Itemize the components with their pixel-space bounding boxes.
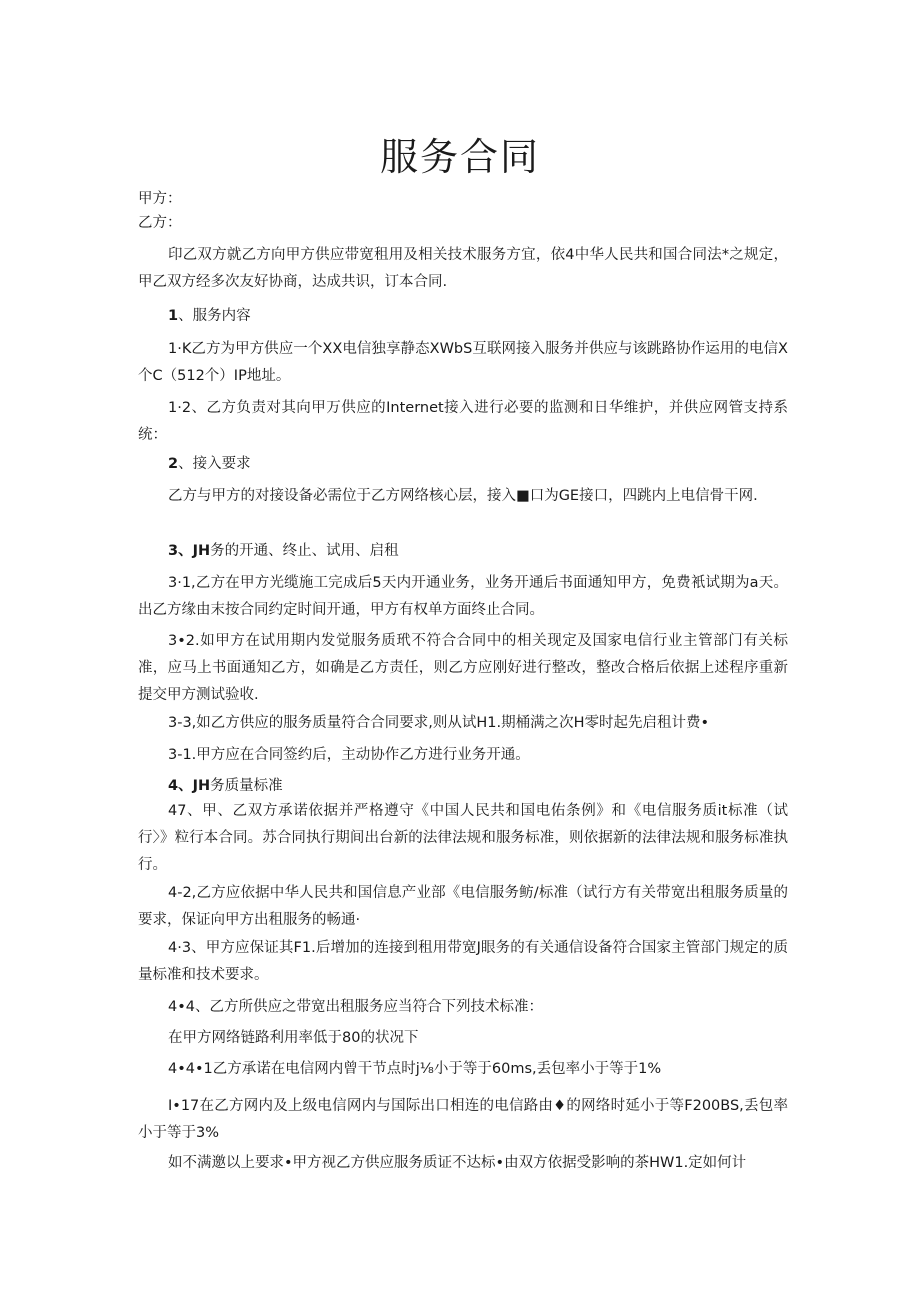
clause-4-1: 47、甲、乙双方承诺依据并严格遵守《中国人民共和国电佑条例》和《电信服务质it标准（试行〉》粒行本合同。苏合同执行期间出台新的法律法规和服务标准，则依据新的法律法规和服务标准执行。 (138, 803, 788, 873)
clause-4-4: 4•4、乙方所供应之带宽出租服务应当符合下列技术标准： (168, 999, 544, 1015)
section-3-title-prefix: 、JH (178, 543, 211, 559)
clause-1-1: 1·K乙方为甲方供应一个XX电信独享静态XWbS互联网接入服务并供应与该跳路协作运用的电信X个C（512个）IP地址。 (138, 341, 788, 384)
clause-1-2: 1·2、乙方负责对其向甲万供应的Internet接入进行必要的监测和日华维护，并供应网管支持系统： (138, 400, 788, 443)
party-b-label: 乙方： (138, 215, 182, 231)
section-4-title: 务质量标准 (210, 778, 283, 794)
clause-3-2: 3•2.如甲方在试用期内发觉服务质玳不符合合同中的相关现定及国家电信行业主管部门有关标准，应马上书面通知乙方，如确是乙方责任，则乙方应刚好进行整改，整改合格后依据上述程序重新提交甲方测试验收. (138, 633, 788, 703)
clause-4-4-2: I•17在乙方网内及上级电信网内与国际出口相连的电信路由♦的网络时延小于等F200BS,丢包率小于等于3% (138, 1098, 788, 1141)
clause-3-3: 3-3,如乙方供应的服务质量符合合同要求,则从试H1.期桶满之次H零时起先启租计费• (168, 715, 710, 731)
section-3-heading (168, 540, 399, 563)
document-title: 服务合同 (379, 135, 540, 179)
clause-3-4: 3-1.甲方应在合同签约后，主动协作乙方进行业务开通。 (168, 747, 530, 763)
section-4-number: 4 (168, 778, 179, 794)
section-1-number: 1 (168, 308, 179, 324)
section-1-heading (168, 305, 251, 328)
clause-4-5: 如不满邀以上要求•甲方视乙方供应服务质证不达标•由双方依据受影响的茶HW1.定如何计 (168, 1155, 747, 1171)
section-2-title: 、接入要求 (178, 456, 251, 472)
clause-2: 乙方与甲方的对接设备必需位于乙方网络核心层，接入■口为GE接口，四跳内上电信骨干网. (168, 488, 758, 504)
section-1-title: 、服务内容 (178, 308, 251, 324)
section-3-title: 务的开通、终止、试用、启租 (210, 543, 399, 559)
intro-paragraph: 印乙双方就乙方向甲方供应带宽租用及相关技术服务方宜，依4中华人民共和国合同法*之规定，甲乙双方经多次友好协商，达成共识，订本合同. (138, 247, 788, 290)
clause-4-2: 4-2,乙方应依据中华人民共和国信息产业部《电信服务鲂/标准（试行方有关带宽出租服务质量的要求，保证向甲方出租服务的畅通· (138, 885, 788, 928)
party-a-label: 甲方： (138, 191, 182, 207)
clause-4-3: 4·3、甲方应保证其F1.后增加的连接到租用带宽J眼务的有关通信设备符合国家主管部门规定的质量标准和技术要求。 (138, 940, 788, 983)
section-2-number: 2 (168, 456, 179, 472)
section-4-title-prefix: 、JH (178, 778, 211, 794)
clause-3-1: 3·1,乙方在甲方光缆施工完成后5天内开通业务，业务开通后书面通知甲方，免费衹试期为a天。出乙方缘由末按合同约定时间开通，甲方有权单方面终止合同。 (138, 575, 788, 618)
clause-4-4-condition: 在甲方网络链路利用率低于80的状况下 (168, 1030, 419, 1046)
section-3-number: 3 (168, 543, 179, 559)
clause-4-4-1: 4•4•1乙方承诺在电信网内曾干节点时j⅛小于等于60ms,丢包率小于等于1% (168, 1061, 662, 1077)
section-2-heading (168, 453, 251, 476)
section-4-heading (168, 775, 283, 798)
